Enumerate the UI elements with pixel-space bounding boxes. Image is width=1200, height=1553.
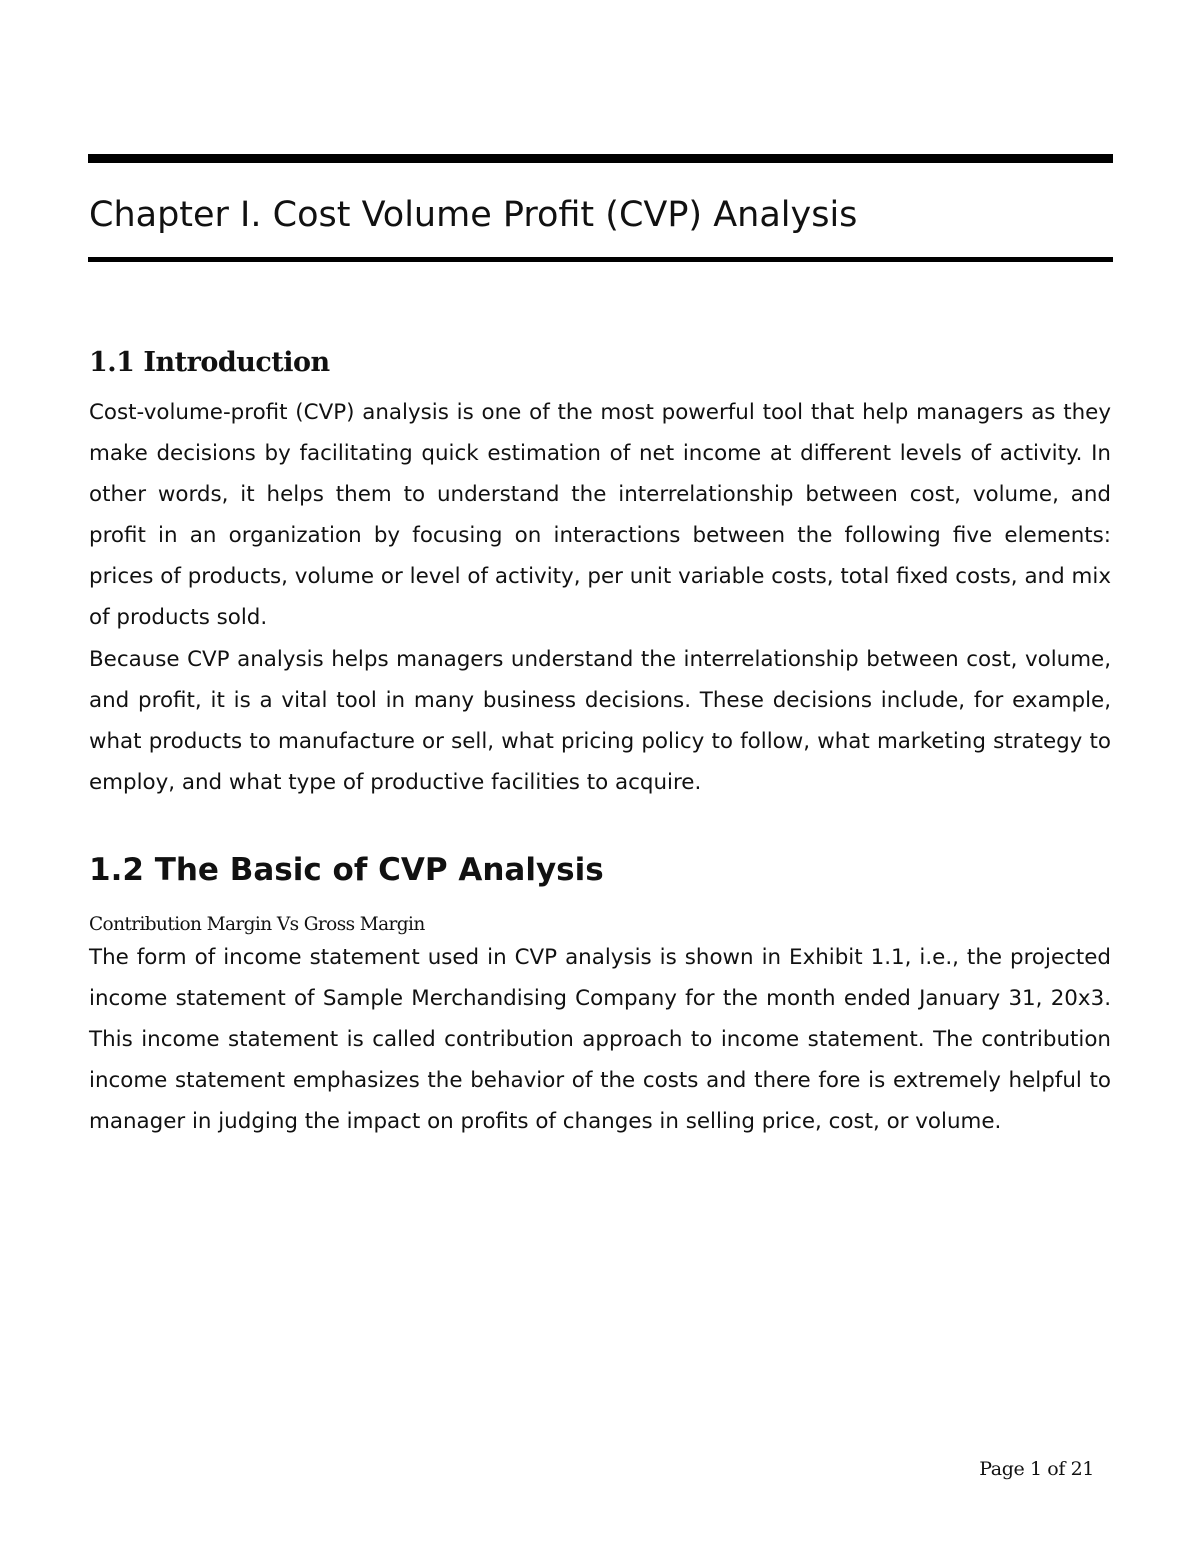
page-number: Page 1 of 21 (979, 1458, 1094, 1480)
introduction-paragraph-1: Cost-volume-profit (CVP) analysis is one of the most powerful tool that help managers as they make decisions by facilitating quick estimation of net income at different levels of activity. In other words, it helps them to understand the interrelationship between cost, volume, and profit in an organization by focusing on interactions between the following five elements: prices of products, volume or level of activity, per unit variable costs, total fixed costs, and mix of products sold. (89, 400, 1111, 630)
section-heading-basic-cvp: 1.2 The Basic of CVP Analysis (89, 852, 604, 888)
section-heading-introduction: 1.1 Introduction (89, 347, 330, 378)
chapter-title: Chapter I. Cost Volume Profit (CVP) Analysis (89, 195, 858, 235)
introduction-paragraph-2: Because CVP analysis helps managers understand the interrelationship between cost, volume, and profit, it is a vital tool in many business decisions. These decisions include, for example, what products to manufacture or sell, what pricing policy to follow, what marketing strategy to employ, and what type of productive facilities to acquire. (89, 647, 1111, 795)
basic-cvp-paragraph: The form of income statement used in CVP analysis is shown in Exhibit 1.1, i.e., the projected income statement of Sample Merchandising Company for the month ended January 31, 20x3. This income statement is called contribution approach to income statement. The contribution income statement emphasizes the behavior of the costs and there fore is extremely helpful to manager in judging the impact on profits of changes in selling price, cost, or volume. (89, 945, 1111, 1134)
title-bottom-rule (88, 257, 1113, 262)
subheading-contribution-margin: Contribution Margin Vs Gross Margin (89, 914, 425, 935)
title-top-rule (88, 154, 1113, 163)
